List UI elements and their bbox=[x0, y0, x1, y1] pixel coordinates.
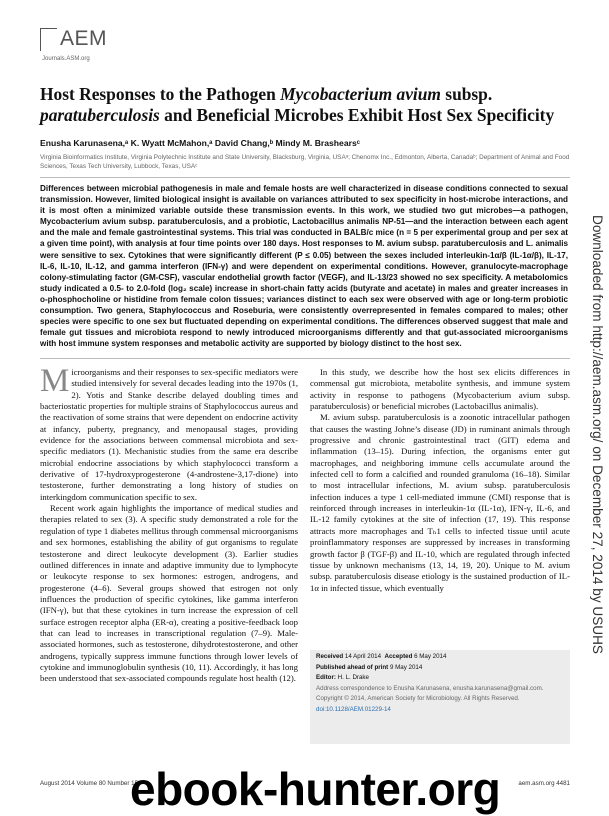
footer-issue: August 2014 Volume 80 Number 15 bbox=[40, 780, 139, 787]
affiliations: Virginia Bioinformatics Institute, Virginia Polytechnic Institute and State University, Blacksburg, Virginia, USAᵃ; Chenomx Inc., Edmonton, Alberta, Canadaᵇ; Department of Animal and Food Sciences, Texas Tech University, Lubbock, Texas, USAᶜ bbox=[40, 154, 570, 170]
logo-mark bbox=[40, 28, 57, 51]
correspondence-line: Address correspondence to Enusha Karunasena, enusha.karunasena@gmail.com. bbox=[316, 684, 544, 692]
body-column-right bbox=[310, 367, 570, 594]
doi-link[interactable]: doi:10.1128/AEM.01229-14 bbox=[316, 705, 391, 713]
abstract: Differences between microbial pathogenesis in male and female hosts are well characterized in disease conditions connected to sexual transmission. However, limited biological insight is available on variances attributed to sex specificity in host-microbe interactions, and it is most often a minimized variable outside these transmission events. In this work, we studied two gut microbes—a pathogen, Mycobacterium avium subsp. paratuberculosis, and a probiotic, Lactobacillus animalis NP-51—and the interaction between each agent and the male and female gastrointestinal systems. This trial was conducted in BALB/c mice (n = 5 per experimental group and per sex at a given time point), with analysis at four time points over 180 days. Host responses to M. avium subsp. paratuberculosis and L. animalis were sensitive to sex. Cytokines that were significantly different (P ≤ 0.05) between the sexes included interleukin-1α/β (IL-1α/β), IL-17, IL-6, IL-10, IL-12, and gamma interferon (IFN-γ) and were dependent on experimental conditions. However, granulocyte-macrophage colony-stimulating factor (GM-CSF), vascular endothelial growth factor (VEGF), and IL-13/23 showed no sex specificity. A metabolomics study indicated a 0.5- to 2.0-fold (log₂ scale) increase in short-chain fatty acids (butyrate and acetate) in males and greater increases in o-phosphocholine or histidine from female colon tissues; variances distinct to each sex were observed with age or long-term probiotic consumption. Two genera, Staphylococcus and Roseburia, were consistently overrepresented in females compared to males; other species were specific to one sex but fluctuated depending on experimental conditions. The differences observed suggest that male and female gut tissues and microbiota respond to newly introduced microorganisms differently and that gut-associated microorganisms with host immune system responses and metabolic activity are supported by biology distinct to the host sex. bbox=[40, 184, 568, 349]
copyright-line: Copyright © 2014, American Society for Microbiology. All Rights Reserved. bbox=[316, 695, 520, 703]
download-sidebar bbox=[589, 215, 607, 765]
logo-text: AEM bbox=[60, 27, 108, 50]
journal-logo bbox=[40, 28, 110, 72]
logo-subtitle: Journals.ASM.org bbox=[42, 56, 90, 62]
intro-paragraph-4: M. avium subsp. paratuberculosis is a zoonotic intracellular pathogen that causes the wasting Johne’s disease (JD) in ruminant animals through progressive and chronic gastrointestinal tract (GIT) edema and inflammation (13–15). During infection, the organisms enter gut macrophages, and neighboring immune cells accumulate around the infected cell to form a calcified and rounded granuloma (16–18). Similar to most intracellular infections, M. avium subsp. paratuberculosis infection induces a type 1 cell-mediated immune (CMI) response that is reinforced through increases in interleukin-1α (IL-1α), IFN-γ, IL-6, and IL-12 family cytokines at the site of infection (17, 19). This response attracts more macrophages and Tₕ1 cells to infected tissue until acute proinflammatory responses are suppressed by increases in transforming growth factor β (TGF-β) and IL-10, which are regulated through infected tissue by unknown mechanisms (13, 14, 19, 20). Unique to M. avium subsp. paratuberculosis disease etiology is the sustained production of IL-1α in infected tissue, which eventually bbox=[310, 412, 570, 593]
footer-page[interactable]: aem.asm.org 4481 bbox=[518, 780, 570, 787]
author-list: Enusha Karunasena,ᵃ K. Wyatt McMahon,ᵃ David Chang,ᵇ Mindy M. Brashearsᶜ bbox=[40, 138, 361, 148]
download-notice: Downloaded from http://aem.asm.org/ on December 27, 2014 by USUHS bbox=[590, 215, 605, 654]
divider-abstract bbox=[40, 358, 570, 359]
editor-line: Editor: H. L. Drake bbox=[316, 674, 369, 682]
body-column-left bbox=[40, 363, 298, 685]
article-info-box bbox=[310, 650, 570, 744]
intro-paragraph-3: In this study, we describe how the host sex elicits differences in commensal gut microbiota, metabolite synthesis, and immune system activity in response to pathogens (Mycobacterium avium subsp. paratuberculosis) or beneficial microbes (Lactobacillus animalis). bbox=[310, 367, 570, 412]
divider-top bbox=[40, 177, 570, 178]
drop-cap: M bbox=[40, 363, 70, 399]
intro-paragraph-2: Recent work again highlights the importance of medical studies and therapies related to sex (3). A specific study demonstrated a role for the regulation of type 1 diabetes mellitus through commensal microorganisms and sex hormones, establishing the ability of gut organisms to regulate testosterone and direct leukocyte development (3). Earlier studies outlined differences in innate and adaptive immunity due to lymphocyte or leukocyte response to sex hormones: estrogen, androgens, and progesterone (4–6). Several groups showed that estrogen not only influences the production of specific cytokines, like gamma interferon (IFN-γ), but that these cytokines in turn increase the expression of cell surface estrogen receptor alpha (ER-α), creating a positive-feedback loop that can lead to increases in transcriptional regulation (7–9). Male-associated hormones, such as testosterone, dihydrotestosterone, and other androgens, typically suppress immune functions through lower levels of cytokine and immunoglobulin synthesis (10, 11). Accordingly, it has long been understood that sex-associated compounds regulate host health (12). bbox=[40, 503, 298, 684]
watermark: ebook-hunter.org bbox=[130, 763, 501, 815]
received-line: Received 14 April 2014 Accepted 6 May 2014 bbox=[316, 653, 447, 660]
published-line: Published ahead of print 9 May 2014 bbox=[316, 663, 423, 671]
article-title: Host Responses to the Pathogen Mycobacterium avium subsp. paratuberculosis and Beneficial Microbes Exhibit Host Sex Specificity bbox=[40, 84, 555, 125]
intro-paragraph-1: Microorganisms and their responses to sex-specific mediators were studied intensively for several decades leading into the 1970s (1, 2). Yotis and Stanke describe delayed doubling times and bacteriostatic properties for multiple strains of Staphylococcus aureus and the reactivation of some strains that were dependent on endocrine activity at infancy, puberty, pregnancy, and menopausal stages, providing evidence for the associations between commensal microbiota and sex-specific mediators (1). Mechanistic studies from the same era describe microbial endocrine associations by which staphylococci transform a derivative of 17-hydroxyprogesterone (4-androstene-3,17-dione) into testosterone, further demonstrating a long history of studies on interkingdom communication specific to sex. bbox=[40, 363, 298, 502]
